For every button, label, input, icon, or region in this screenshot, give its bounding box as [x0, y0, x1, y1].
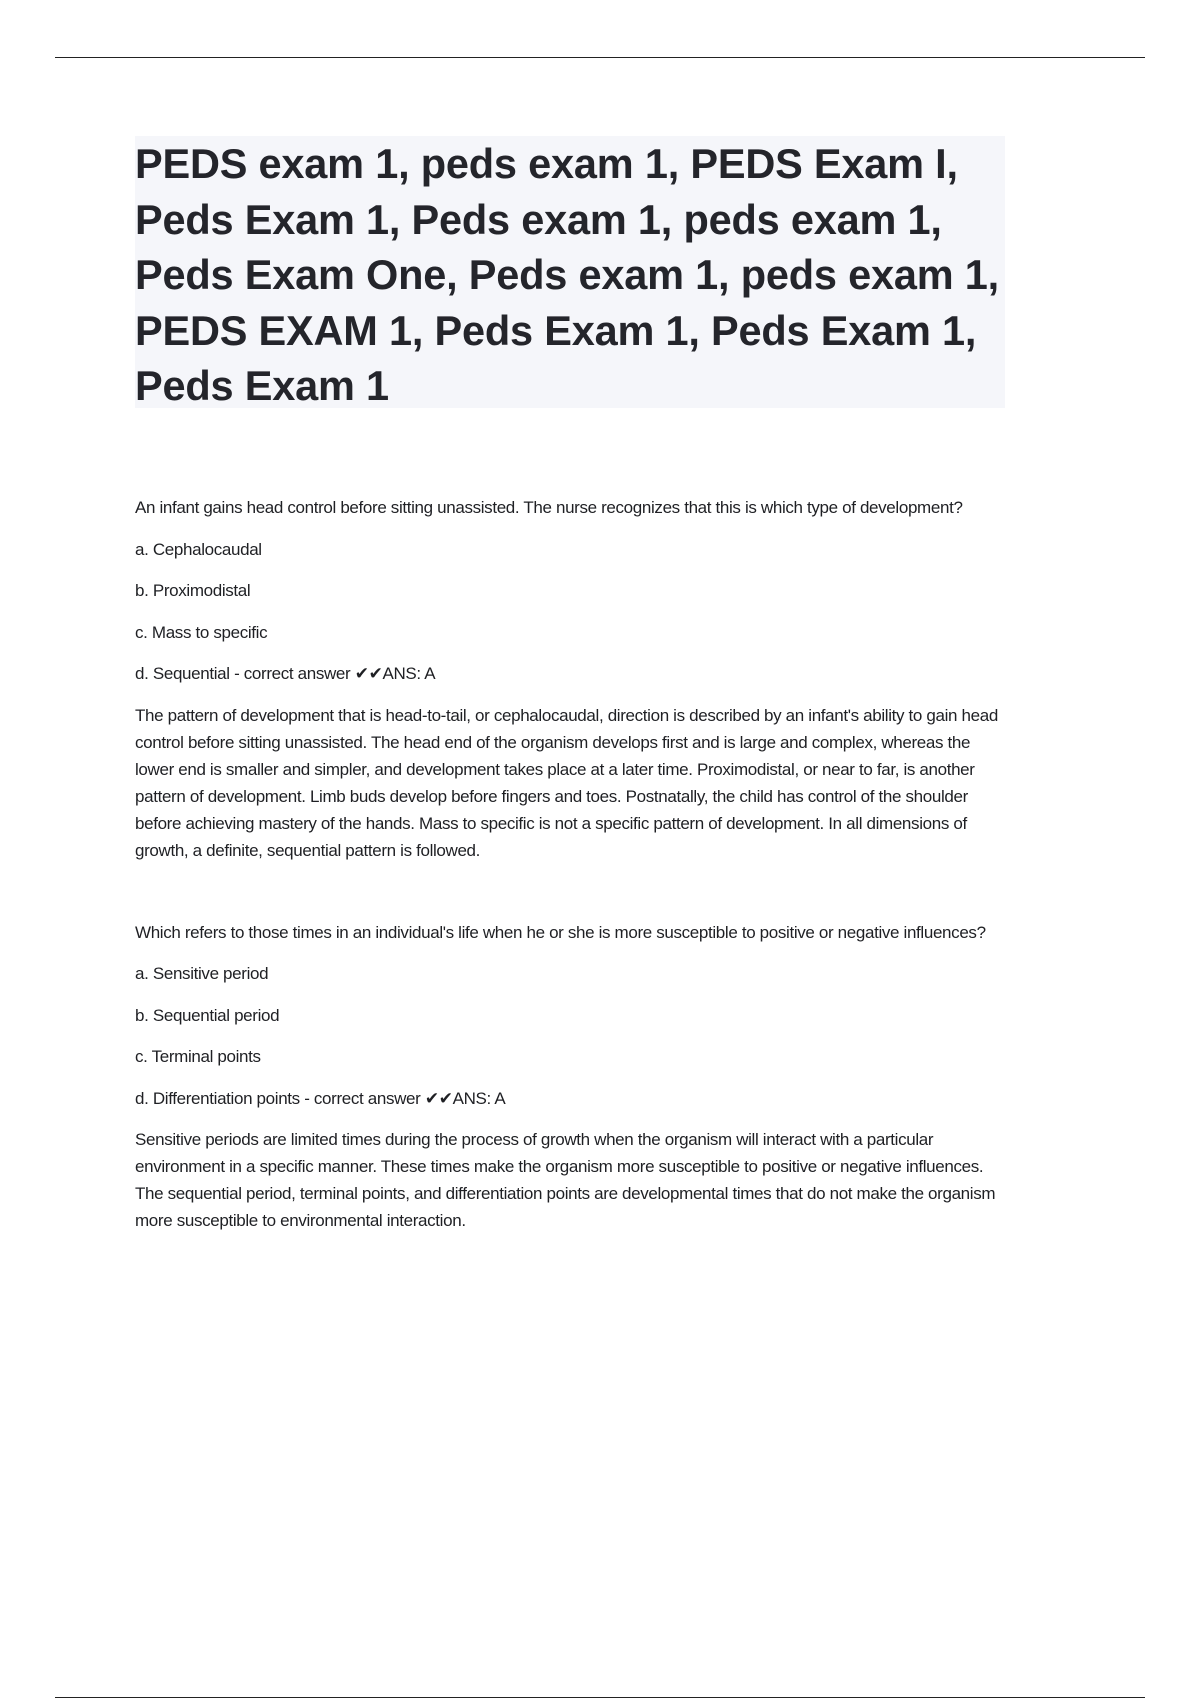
bottom-rule [55, 1697, 1145, 1698]
option-b: b. Sequential period [135, 1005, 280, 1025]
question-text: An infant gains head control before sitting unassisted. The nurse recognizes that this is which type of development? [135, 498, 963, 517]
question-block [135, 494, 1010, 864]
document-body [135, 494, 1010, 1289]
option-d-answer: d. Differentiation points - correct answer ✔✔ANS: A [135, 1088, 506, 1108]
document-title: PEDS exam 1, peds exam 1, PEDS Exam I, Peds Exam 1, Peds exam 1, peds exam 1, Peds Exam One, Peds exam 1, peds exam 1, PEDS EXAM 1, Peds Exam 1, Peds Exam 1, Peds Exam 1 [135, 140, 999, 409]
question-text: Which refers to those times in an individual's life when he or she is more susceptible to positive or negative influences? [135, 922, 986, 942]
option-c: c. Terminal points [135, 1047, 261, 1066]
explanation-text: The pattern of development that is head-to-tail, or cephalocaudal, direction is described by an infant's ability to gain head control before sitting unassisted. The head end of the organism develops first and is large and complex, whereas the lower end is smaller and simpler, and development takes place at a later time. Proximodistal, or near to far, is another pattern of development. Limb buds develop before fingers and toes. Postnatally, the child has control of the shoulder before achieving mastery of the hands. Mass to specific is not a specific pattern of development. In all dimensions of growth, a definite, sequential pattern is followed. [135, 705, 998, 860]
question-block [135, 919, 1010, 1235]
option-d-answer: d. Sequential - correct answer ✔✔ANS: A [135, 664, 436, 683]
option-a: a. Cephalocaudal [135, 539, 262, 559]
explanation-text: Sensitive periods are limited times during the process of growth when the organism will interact with a particular environment in a specific manner. These times make the organism more susceptible to positive or negative influences. The sequential period, terminal points, and differentiation points are developmental times that do not make the organism more susceptible to environmental interaction. [135, 1130, 996, 1230]
top-rule [55, 57, 1145, 58]
option-c: c. Mass to specific [135, 622, 268, 642]
title-box [135, 136, 1005, 408]
option-a: a. Sensitive period [135, 964, 269, 983]
option-b: b. Proximodistal [135, 581, 251, 600]
